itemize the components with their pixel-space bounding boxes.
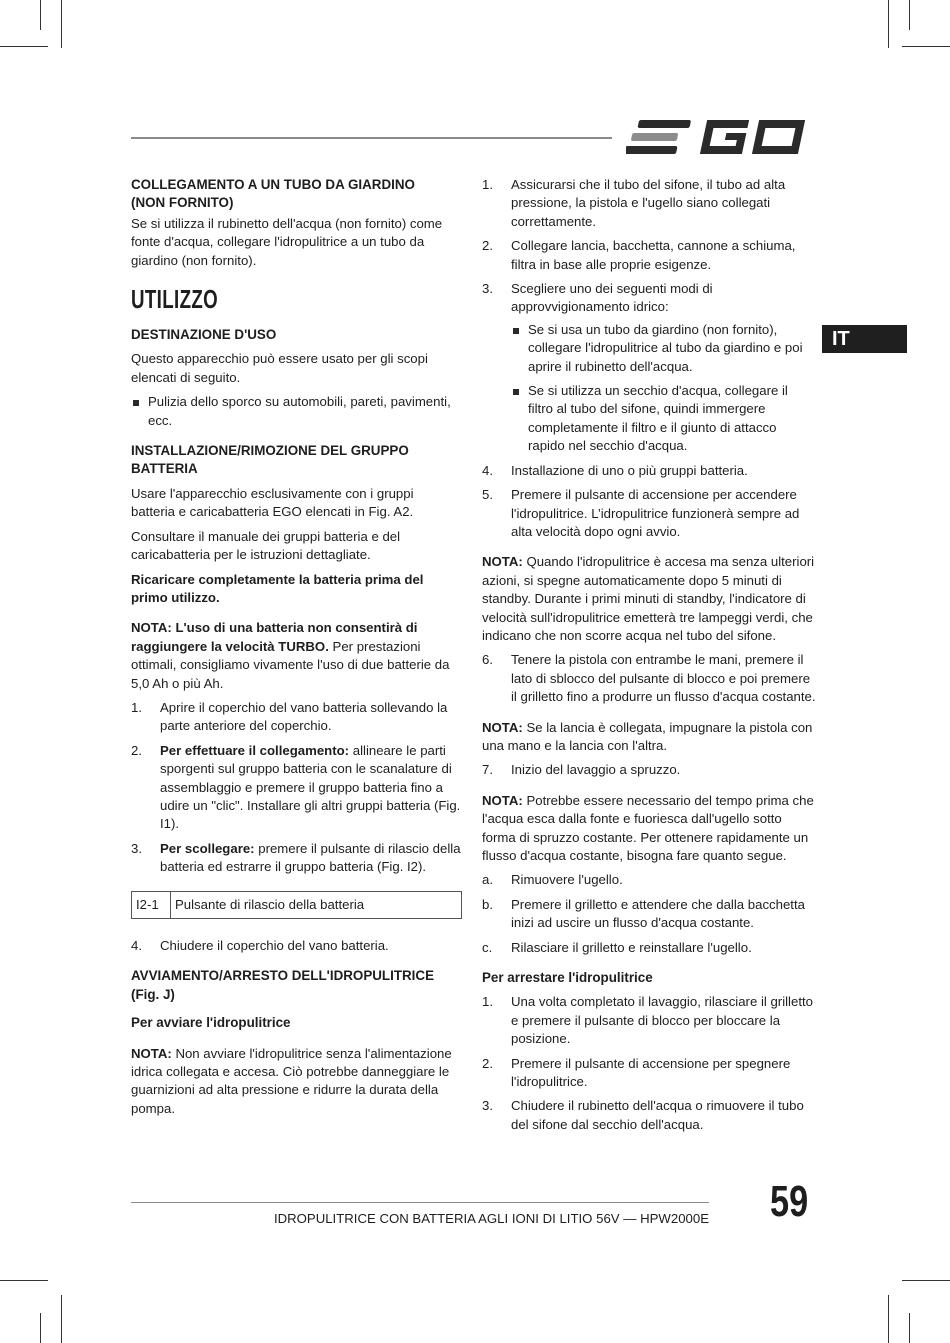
note: NOTA: L'uso di una batteria non consentirà di raggiungere la velocità TURBO. Per prestazioni ottimali, consigliamo vivamente l'uso di due batterie da 5,0 Ah o più Ah.: [131, 620, 450, 691]
numbered-list: [131, 699, 461, 877]
paragraph-bold: Ricaricare completamente la batteria prima del primo utilizzo.: [131, 571, 424, 605]
list-item: 4. Chiudere il coperchio del vano batteria.: [131, 938, 389, 953]
list-item: 3. Chiudere il rubinetto dell'acqua o rimuovere il tubo del sifone dal secchio dell'acqua.: [482, 1098, 804, 1132]
list-item: b. Premere il grilletto e attendere che dalla bacchetta inizi ad uscire un flusso d'acqua costante.: [482, 896, 805, 931]
paragraph: Usare l'apparecchio esclusivamente con i gruppi batteria e caricabatteria EGO elencati in Fig. A2.: [131, 485, 414, 520]
crop-mark: [902, 46, 950, 47]
section-title-battery: INSTALLAZIONE/RIMOZIONE DEL GRUPPO BATTERIA: [131, 443, 409, 477]
numbered-list: [482, 651, 816, 706]
crop-mark: [40, 0, 41, 30]
crop-mark: [909, 1313, 910, 1343]
left-column: [131, 176, 461, 1124]
paragraph: Consultare il manuale dei gruppi batteria e del caricabatteria per le istruzioni dettagliate.: [131, 528, 401, 563]
table-cell-description: Pulsante di rilascio della batteria: [171, 891, 462, 918]
footer-product-name: IDROPULITRICE CON BATTERIA AGLI IONI DI LITIO 56V — HPW2000E: [273, 1211, 709, 1226]
numbered-list: [482, 761, 816, 779]
crop-mark: [0, 46, 48, 47]
table-row: [132, 891, 462, 918]
list-item: 1. Una volta completato il lavaggio, rilasciare il grilletto e premere il pulsante di blocco per bloccare la posizione.: [482, 994, 813, 1047]
section-title-garden-hose: COLLEGAMENTO A UN TUBO DA GIARDINO (NON FORNITO): [131, 177, 415, 211]
legend-table: [131, 891, 462, 919]
list-item: c. Rilasciare il grilletto e reinstallare l'ugello.: [482, 939, 752, 955]
subsection-title-stop: Per arrestare l'idropulitrice: [482, 970, 653, 986]
list-item: 1. Assicurarsi che il tubo del sifone, il tubo ad alta pressione, la pistola e l'ugello siano collegati correttamente.: [482, 177, 786, 229]
right-column: [482, 176, 816, 1140]
paragraph: Se si utilizza il rubinetto dell'acqua (non fornito) come fonte d'acqua, collegare l'idropulitrice a un tubo da giardino (non fornito).: [131, 215, 443, 268]
sub-bullet-list: [511, 321, 816, 456]
subsection-title-start: Per avviare l'idropulitrice: [131, 1015, 291, 1031]
list-item: 3. Scegliere uno dei seguenti modi di approvvigionamento idrico: Se si usa un tubo da giardino (non fornito), collegare l'idropulitrice al tubo da giardino e poi aprire il rubinetto dell'acqua. Se si utilizza un secchio d'acqua, collegare il filtro al tubo del sifone, quindi immergere completamente il filtro e il giunto di attacco rapido nel secchio d'acqua.: [482, 280, 816, 456]
bullet-list: [131, 393, 461, 430]
list-item: 2. Collegare lancia, bacchetta, cannone a schiuma, filtra in base alle proprie esigenze.: [482, 238, 796, 272]
crop-mark: [61, 0, 62, 48]
list-item: 7. Inizio del lavaggio a spruzzo.: [482, 762, 681, 778]
list-item: a. Rimuovere l'ugello.: [482, 872, 623, 888]
note: NOTA: Non avviare l'idropulitrice senza l'alimentazione idrica collegata e accesa. Ciò potrebbe danneggiare le guarnizioni ad alta pressione e ridurre la durata della pompa.: [131, 1045, 452, 1116]
list-item: 4. Installazione di uno o più gruppi batteria.: [482, 462, 748, 478]
crop-mark: [61, 1295, 62, 1343]
header-rule: [131, 137, 612, 139]
note: NOTA: Quando l'idropulitrice è accesa ma senza ulteriori azioni, si spegne automaticamente dopo 5 minuti di standby. Durante i primi minuti di standby, l'indicatore di velocità sull'idropulitrice emetterà tre lampeggi verdi, che indicano che non scorre acqua nel tubo del sifone.: [482, 554, 815, 643]
list-item: 2. Per effettuare il collegamento: allineare le parti sporgenti sul gruppo batteria con le scanalature di assemblaggio e premere il gruppo batteria fino a udire un "clic". Installare gli altri gruppi batteria (Fig. I1).: [131, 742, 461, 832]
list-item: 3. Per scollegare: premere il pulsante di rilascio della batteria ed estrarre il gruppo batteria (Fig. I2).: [131, 840, 461, 875]
footer-rule: [131, 1202, 709, 1203]
numbered-list: [482, 993, 816, 1134]
crop-mark: [888, 1295, 889, 1343]
table-cell-code: I2-1: [132, 891, 171, 918]
ego-logo: [626, 116, 814, 158]
list-item: Pulizia dello sporco su automobili, pareti, pavimenti, ecc.: [131, 393, 461, 430]
numbered-list: [131, 937, 461, 955]
paragraph: Questo apparecchio può essere usato per gli scopi elencati di seguito.: [131, 351, 428, 385]
crop-mark: [40, 1313, 41, 1343]
note: NOTA: Potrebbe essere necessario del tempo prima che l'acqua esca dalla fonte e fuoriesca dall'ugello sotto forma di spruzzo costante. Per ottenere rapidamente un flusso d'acqua costante, bisogna fare quanto segue.: [482, 792, 814, 863]
crop-mark: [0, 1280, 48, 1281]
lettered-list: [482, 871, 816, 957]
crop-mark: [902, 1280, 950, 1281]
numbered-list: [482, 176, 816, 541]
list-item: 6. Tenere la pistola con entrambe le mani, premere il lato di sblocco del pulsante di blocco e poi premere il grilletto fino a produrre un flusso d'acqua costante.: [482, 652, 816, 705]
section-title-start-stop: AVVIAMENTO/ARRESTO DELL'IDROPULITRICE (Fig. J): [131, 968, 435, 1002]
list-item: 1. Aprire il coperchio del vano batteria sollevando la parte anteriore del coperchio.: [131, 699, 448, 734]
list-item: Se si usa un tubo da giardino (non fornito), collegare l'idropulitrice al tubo da giardino e poi aprire il rubinetto dell'acqua.: [511, 321, 816, 376]
page-number: 59: [770, 1177, 809, 1226]
list-item: 2. Premere il pulsante di accensione per spegnere l'idropulitrice.: [482, 1055, 791, 1090]
note: NOTA: Se la lancia è collegata, impugnare la pistola con una mano e la lancia con l'altra.: [482, 719, 813, 753]
crop-mark: [888, 0, 889, 48]
big-heading: UTILIZZO: [131, 284, 219, 315]
section-title-intended-use: DESTINAZIONE D'USO: [131, 327, 277, 343]
list-item: 5. Premere il pulsante di accensione per accendere l'idropulitrice. L’idropulitrice funzionerà sempre ad alta velocità dopo ogni avvio.: [482, 487, 800, 539]
list-item: Se si utilizza un secchio d'acqua, collegare il filtro al tubo del sifone, quindi immergere completamente il filtro e il giunto di attacco rapido nel secchio d'acqua.: [511, 382, 816, 456]
crop-mark: [909, 0, 910, 30]
language-tab: IT: [822, 325, 907, 353]
